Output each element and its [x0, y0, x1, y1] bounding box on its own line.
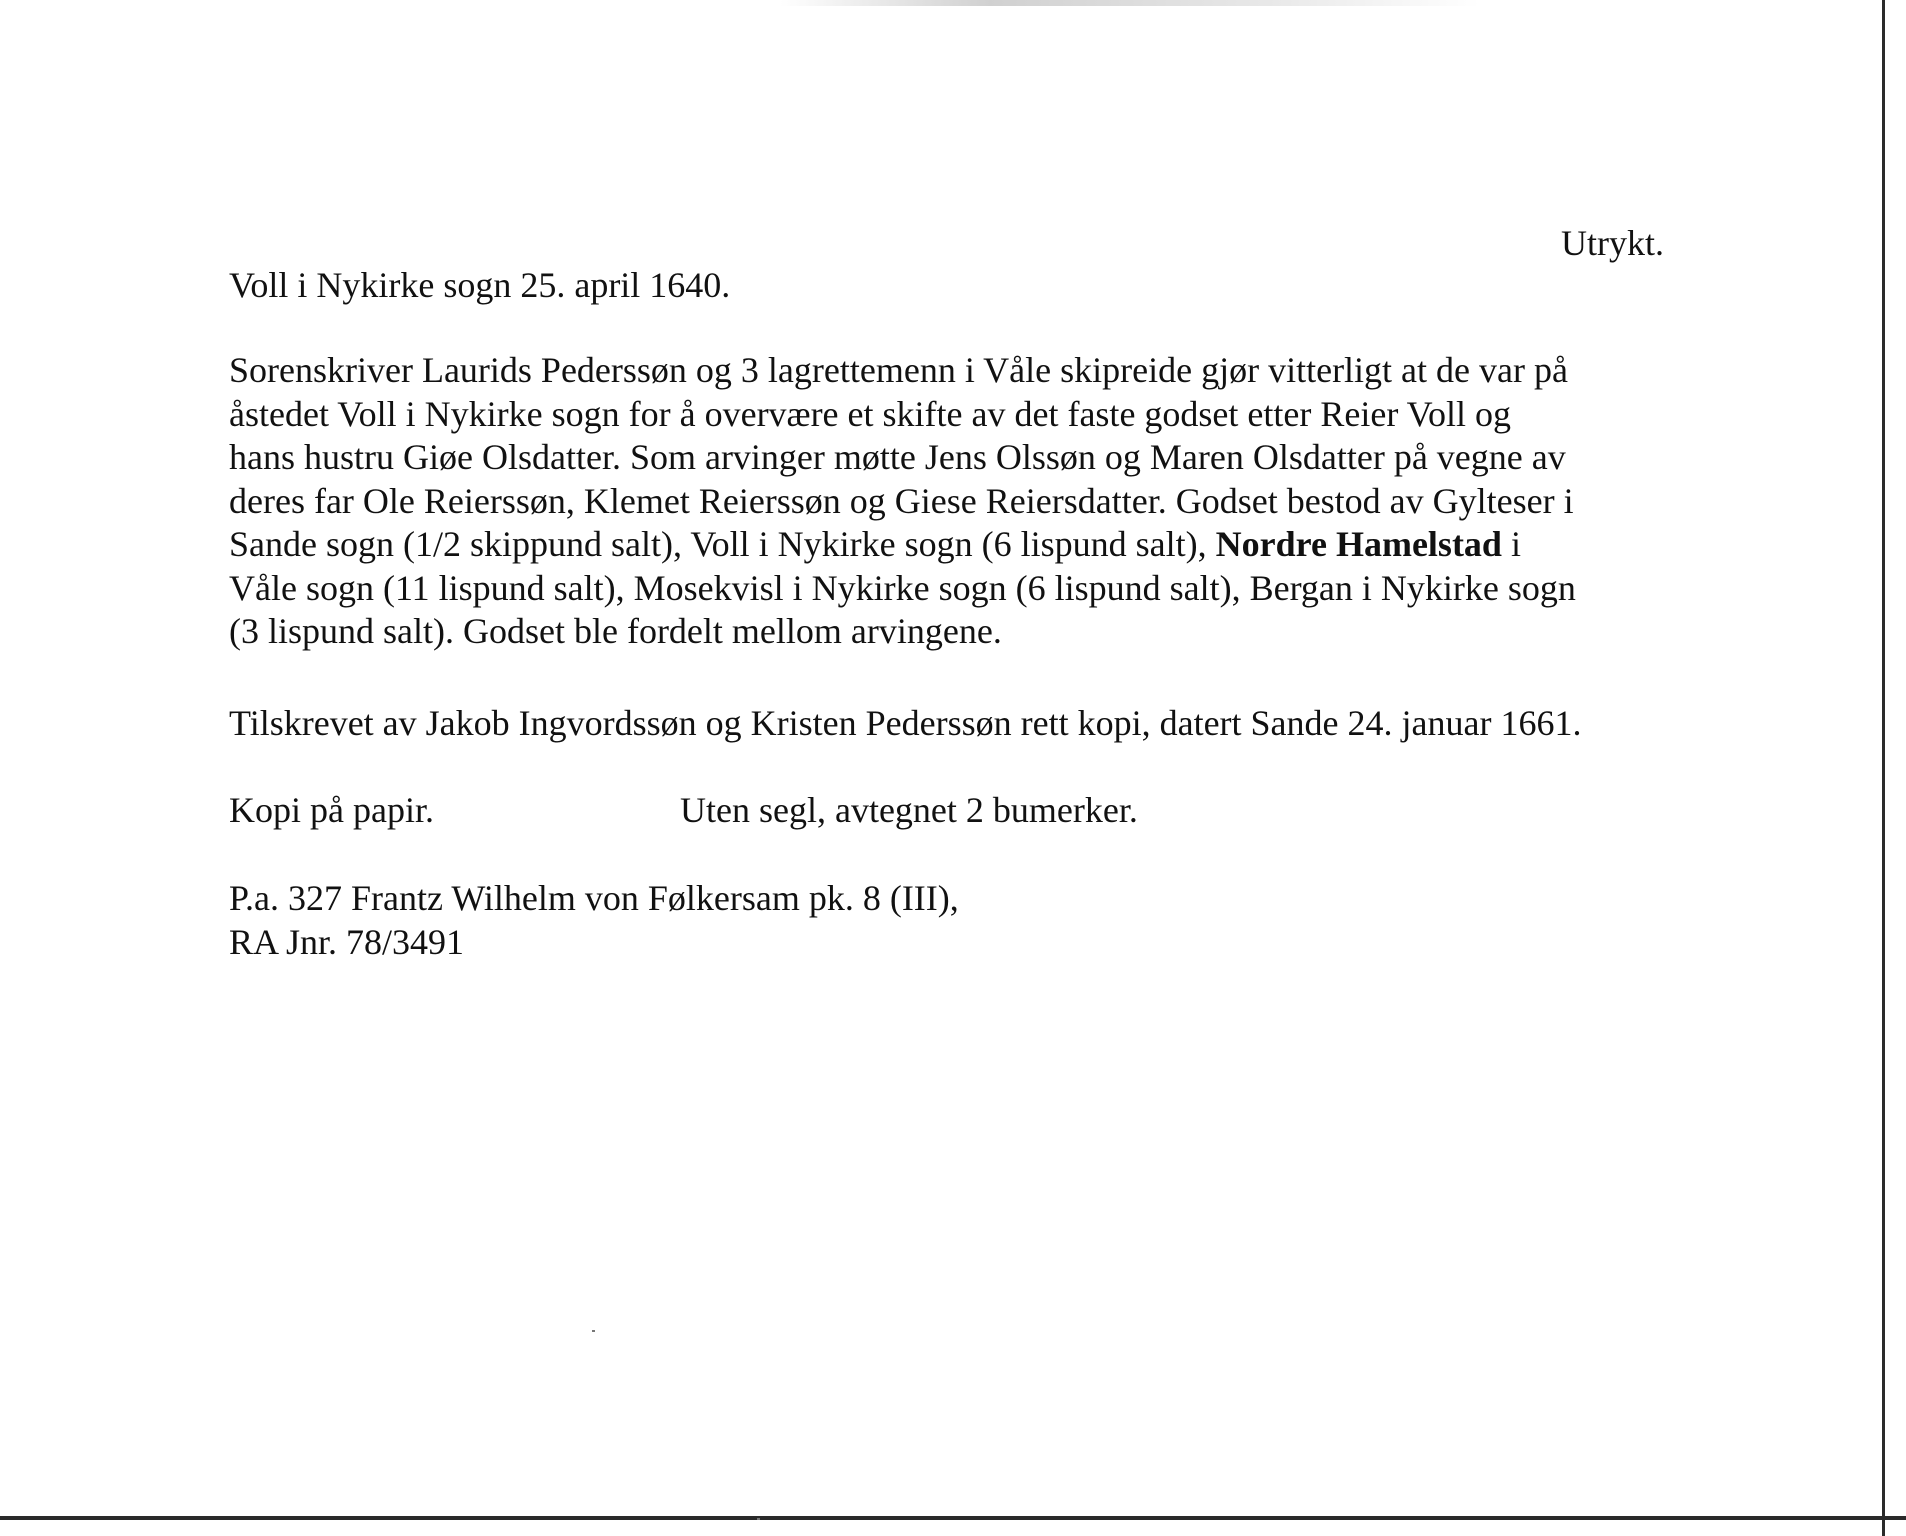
transcription-note: Tilskrevet av Jakob Ingvordssøn og Kristen Pederssøn rett kopi, datert Sande 24. januar 1661. [229, 703, 1582, 743]
summary-text: Våle sogn (11 lispund salt), Mosekvisl i Nykirke sogn (6 lispund salt), Bergan i Nykirke sogn [229, 567, 1576, 608]
summary-text: i [1501, 524, 1521, 564]
summary-text: Sande sogn (1/2 skippund salt), Voll i Nykirke sogn (6 lispund salt), [229, 524, 1216, 564]
print-status: Utrykt. [1561, 223, 1664, 263]
seal-note: Uten segl, avtegnet 2 bumerker. [680, 790, 1138, 830]
summary-line [229, 436, 1659, 480]
summary-line [229, 523, 1659, 567]
summary-line [229, 480, 1659, 524]
summary-line [229, 610, 1659, 654]
scan-speck [757, 1518, 760, 1520]
summary-text: hans hustru Giøe Olsdatter. Som arvinger møtte Jens Olssøn og Maren Olsdatter på vegne av [229, 437, 1566, 477]
summary-text: Sorenskriver Laurids Pederssøn og 3 lagrettemenn i Våle skipreide gjør vitterligt at de var på [229, 350, 1568, 390]
scan-speck [592, 1330, 595, 1332]
summary-line [229, 349, 1659, 393]
medium-note: Kopi på papir. [229, 790, 434, 830]
summary-text: deres far Ole Reierssøn, Klemet Reierssøn og Giese Reiersdatter. Godset bestod av Gylteser i [229, 480, 1574, 521]
summary-line [229, 567, 1659, 611]
card-border-bottom [0, 1516, 1906, 1520]
archive-reference: P.a. 327 Frantz Wilhelm von Følkersam pk. 8 (III), [229, 878, 959, 918]
card-border-right [1882, 0, 1885, 1536]
summary-text: åstedet Voll i Nykirke sogn for å overvære et skifte av det faste godset etter Reier Voll og [229, 393, 1512, 434]
summary-paragraph [229, 349, 1659, 654]
place-date-heading: Voll i Nykirke sogn 25. april 1640. [229, 265, 731, 305]
summary-text: (3 lispund salt). Godset ble fordelt mellom arvingene. [229, 611, 1002, 651]
scan-smudge [780, 0, 1480, 6]
summary-line [229, 393, 1659, 437]
journal-number: RA Jnr. 78/3491 [229, 922, 465, 962]
highlighted-place-name: Nordre Hamelstad [1215, 524, 1502, 564]
